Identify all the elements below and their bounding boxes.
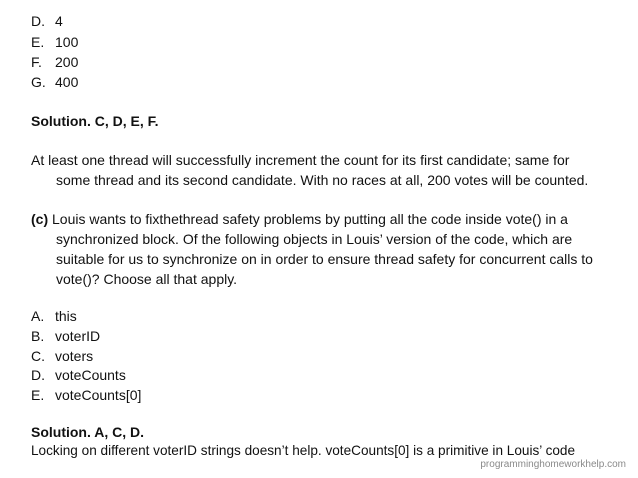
explanation-1-line-2: some thread and its second candidate. With no races at all, 200 votes will be counted. bbox=[56, 172, 589, 188]
option-c: C. voters bbox=[31, 348, 94, 364]
option-f-top: F. 200 bbox=[31, 54, 79, 70]
question-c-line-2: synchronized block. Of the following objects in Louis’ version of the code, which are bbox=[56, 231, 573, 247]
option-e-top: E. 100 bbox=[31, 34, 79, 50]
footer-watermark[interactable]: programminghomeworkhelp.com bbox=[480, 459, 626, 470]
option-d-top: D. 4 bbox=[31, 13, 63, 29]
option-d: D. voteCounts bbox=[31, 367, 126, 383]
solution-1: Solution. C, D, E, F. bbox=[31, 113, 159, 129]
option-e: E. voteCounts[0] bbox=[31, 387, 142, 403]
option-a: A. this bbox=[31, 308, 77, 324]
explanation-1-line-1: At least one thread will successfully increment the count for its first candidate; same for bbox=[31, 152, 570, 168]
option-g-top: G. 400 bbox=[31, 74, 79, 90]
question-c-label: (c) bbox=[31, 211, 49, 227]
question-c-line-3: suitable for us to synchronize on in order to ensure thread safety for concurrent calls to bbox=[56, 251, 593, 267]
question-c-line-4: vote()? Choose all that apply. bbox=[56, 271, 238, 287]
option-b: B. voterID bbox=[31, 328, 101, 344]
question-c-line-1: (c) Louis wants to fixthethread safety problems by putting all the code inside vote() in a bbox=[31, 211, 568, 227]
explanation-2: Locking on different voterID strings doesn’t help. voteCounts[0] is a primitive in Louis’ code bbox=[31, 443, 576, 458]
solution-2: Solution. A, C, D. bbox=[31, 424, 145, 440]
